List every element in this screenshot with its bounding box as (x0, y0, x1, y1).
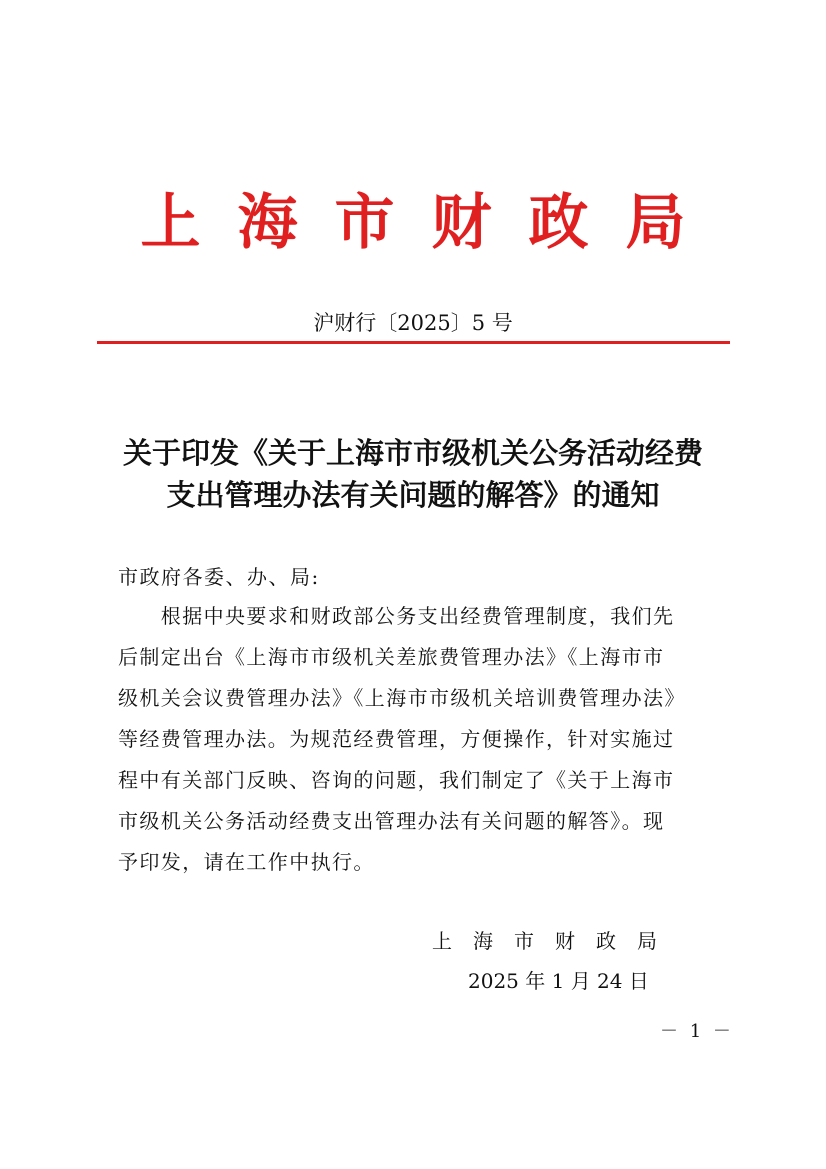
agency-header: 上海市财政局 (140, 188, 723, 258)
body-line: 予印发，请在工作中执行。 (118, 850, 375, 874)
body-line: 程中有关部门反映、咨询的问题，我们制定了《关于上海市 (118, 768, 675, 792)
body-paragraph (118, 596, 712, 883)
title-line: 支出管理办法有关问题的解答》的通知 (166, 478, 660, 512)
body-line: 根据中央要求和财政部公务支出经费管理制度，我们先 (118, 604, 675, 628)
document-title (90, 432, 736, 516)
document-number: 沪财行〔2025〕5 号 (313, 311, 513, 335)
body-line: 市级机关公务活动经费支出管理办法有关问题的解答》。现 (118, 809, 665, 833)
body-line: 后制定出台《上海市市级机关差旅费管理办法》《上海市市 (118, 645, 665, 669)
title-line: 关于印发《关于上海市市级机关公务活动经费 (122, 436, 703, 470)
signature-date: 2025 年 1 月 24 日 (468, 969, 649, 993)
red-divider-line (97, 341, 730, 344)
body-line: 级机关会议费管理办法》《上海市市级机关培训费管理办法》 (118, 686, 686, 710)
salutation: 市政府各委、办、局: (118, 565, 320, 589)
signature-agency: 上海市财政局 (432, 929, 678, 953)
body-line: 等经费管理办法。为规范经费管理，方便操作，针对实施过 (118, 727, 675, 751)
page-number: － 1 － (660, 1021, 734, 1042)
